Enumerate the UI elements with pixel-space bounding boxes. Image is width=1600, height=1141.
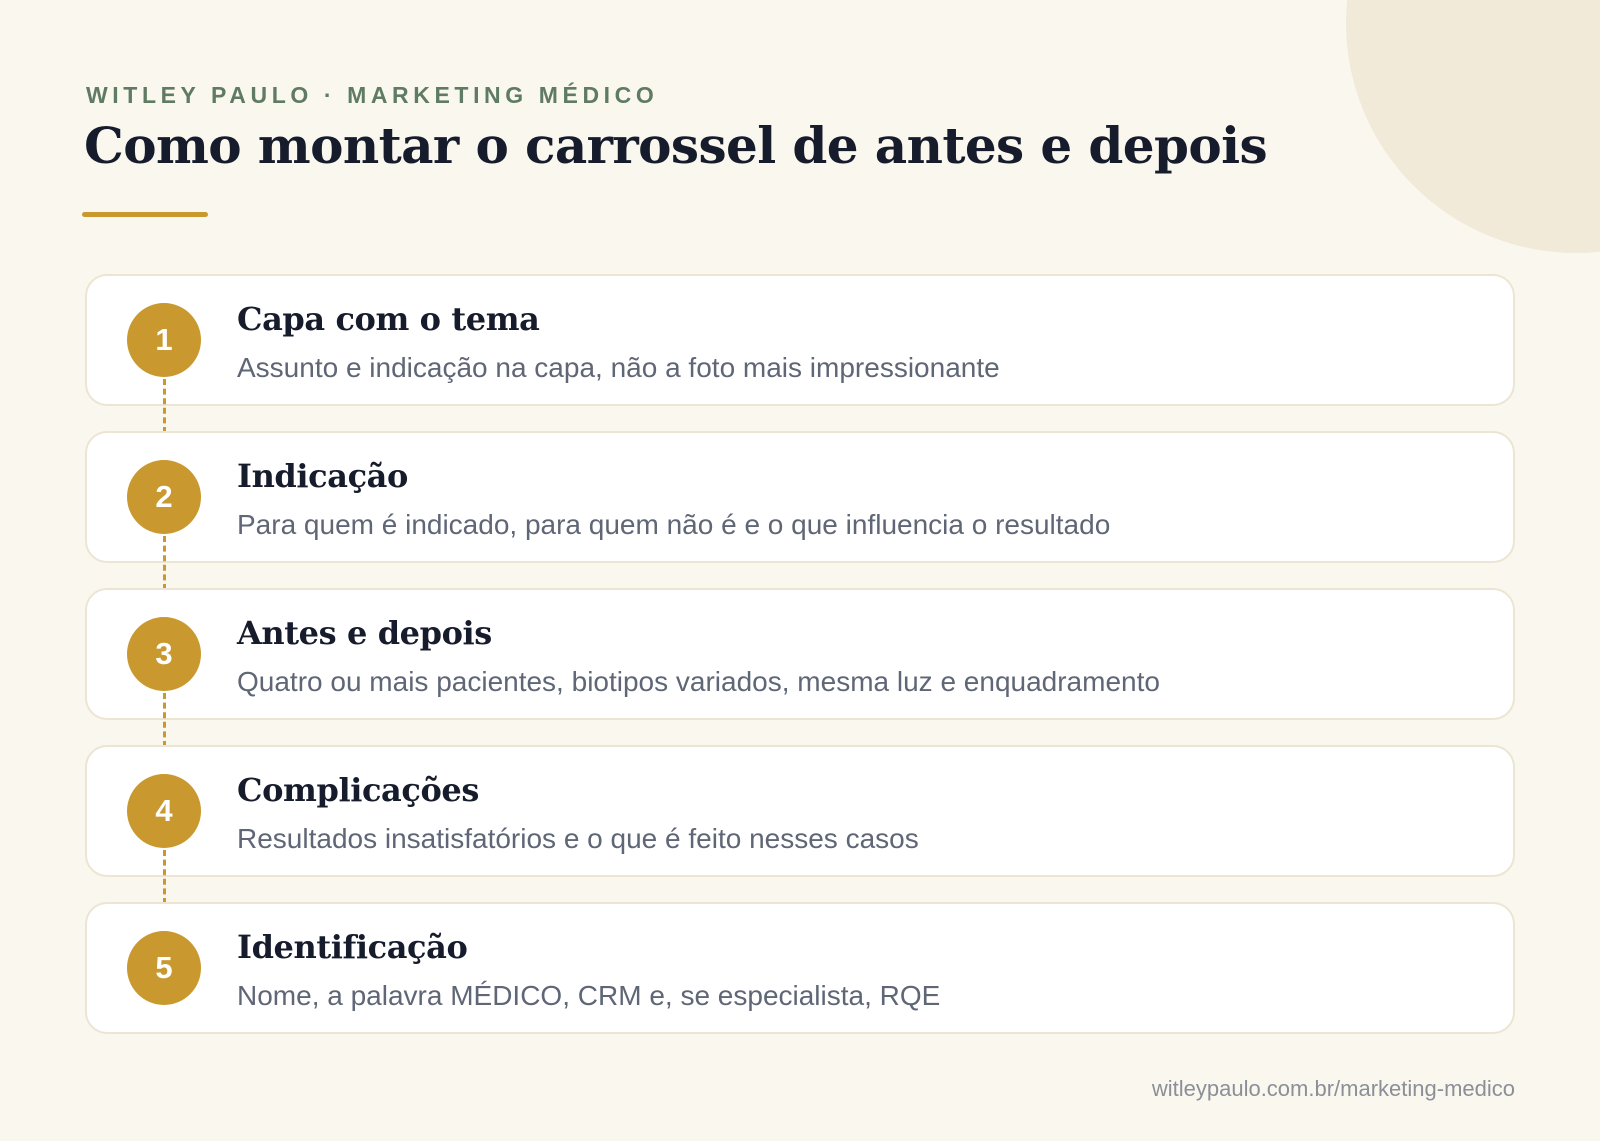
title-underline xyxy=(82,212,208,217)
step-description: Para quem é indicado, para quem não é e o que influencia o resultado xyxy=(237,509,1111,540)
step-description: Assunto e indicação na capa, não a foto mais impressionante xyxy=(237,352,1000,383)
step-connector xyxy=(163,850,166,904)
step-card-2 xyxy=(85,431,1515,563)
step-description: Resultados insatisfatórios e o que é feito nesses casos xyxy=(237,823,919,854)
step-description: Quatro ou mais pacientes, biotipos variados, mesma luz e enquadramento xyxy=(237,666,1160,697)
footer-url-link[interactable]: witleypaulo.com.br/marketing-medico xyxy=(1151,1076,1515,1101)
step-card-4 xyxy=(85,745,1515,877)
step-title: Indicação xyxy=(237,457,408,495)
step-number-badge: 2 xyxy=(127,460,201,534)
eyebrow-label: WITLEY PAULO · MARKETING MÉDICO xyxy=(86,82,659,108)
step-description: Nome, a palavra MÉDICO, CRM e, se especialista, RQE xyxy=(237,980,941,1011)
step-card-3 xyxy=(85,588,1515,720)
step-connector xyxy=(163,379,166,433)
step-number-badge: 5 xyxy=(127,931,201,1005)
step-title: Antes e depois xyxy=(237,614,492,652)
step-number-badge: 1 xyxy=(127,303,201,377)
step-number-badge: 3 xyxy=(127,617,201,691)
step-card-1 xyxy=(85,274,1515,406)
steps-list xyxy=(85,274,1515,1034)
step-card-5 xyxy=(85,902,1515,1034)
decorative-corner-circle xyxy=(1346,0,1600,253)
step-number-badge: 4 xyxy=(127,774,201,848)
step-title: Complicações xyxy=(237,771,479,809)
step-title: Capa com o tema xyxy=(237,300,540,338)
page-title: Como montar o carrossel de antes e depois xyxy=(84,116,1268,175)
step-title: Identificação xyxy=(237,928,468,966)
step-connector xyxy=(163,693,166,747)
step-connector xyxy=(163,536,166,590)
